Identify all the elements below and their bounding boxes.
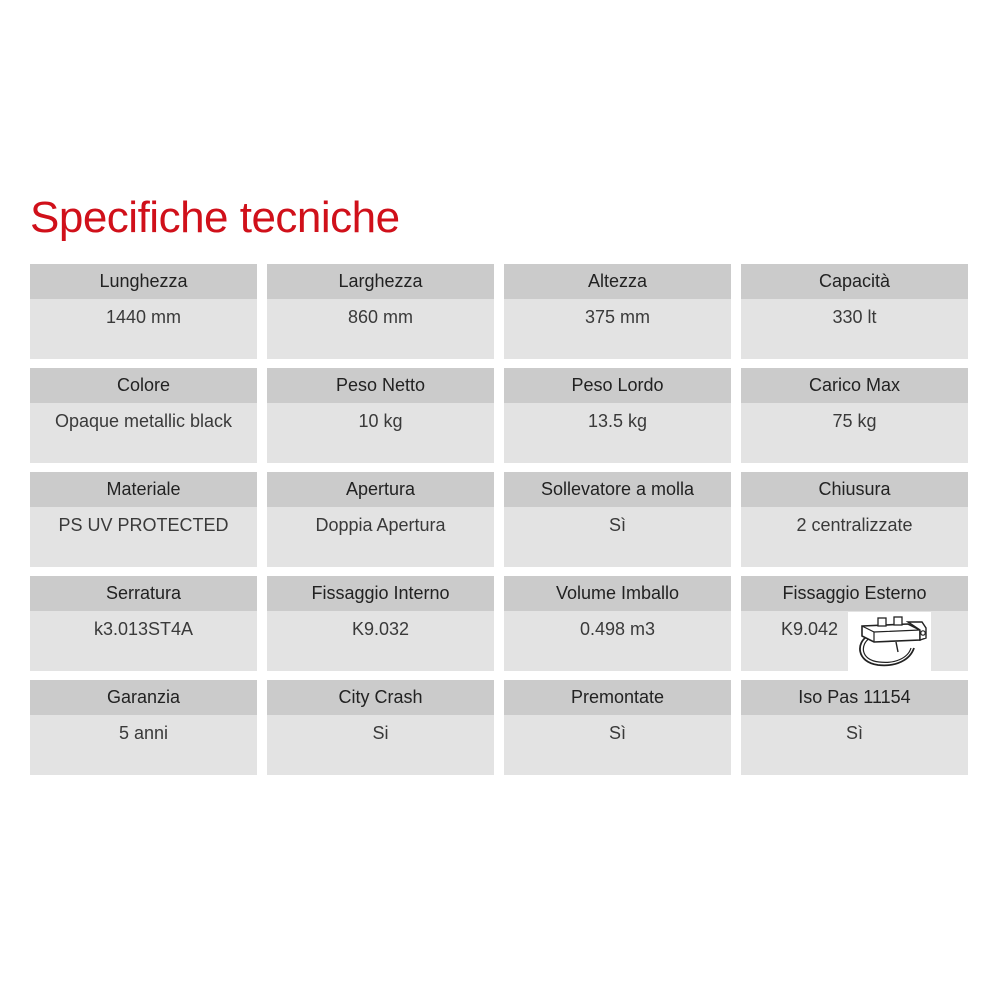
spec-label: Chiusura bbox=[741, 472, 968, 507]
spec-cell-carico-max bbox=[741, 368, 968, 463]
spec-cell-altezza bbox=[504, 264, 731, 359]
spec-value: Sì bbox=[845, 723, 863, 743]
spec-cell-garanzia bbox=[30, 680, 257, 775]
spec-cell-sollevatore bbox=[504, 472, 731, 567]
spec-label: Premontate bbox=[504, 680, 731, 715]
spec-label: Larghezza bbox=[267, 264, 494, 299]
page-title: Specifiche tecniche bbox=[30, 193, 400, 242]
spec-cell-peso-lordo bbox=[504, 368, 731, 463]
spec-cell-city-crash bbox=[267, 680, 494, 775]
spec-cell-apertura bbox=[267, 472, 494, 567]
spec-label: Peso Netto bbox=[267, 368, 494, 403]
spec-cell-materiale bbox=[30, 472, 257, 567]
spec-value: Doppia Apertura bbox=[315, 515, 446, 535]
spec-label: Materiale bbox=[30, 472, 257, 507]
spec-value: 330 lt bbox=[832, 307, 877, 327]
spec-label: Carico Max bbox=[741, 368, 968, 403]
spec-value: PS UV PROTECTED bbox=[58, 515, 229, 535]
spec-label: Volume Imballo bbox=[504, 576, 731, 611]
spec-cell-capacita bbox=[741, 264, 968, 359]
spec-label: Garanzia bbox=[30, 680, 257, 715]
spec-value: 2 centralizzate bbox=[796, 515, 913, 535]
spec-cell-serratura bbox=[30, 576, 257, 671]
spec-label: Colore bbox=[30, 368, 257, 403]
mounting-clamp-icon bbox=[848, 612, 931, 672]
spec-cell-lunghezza bbox=[30, 264, 257, 359]
spec-label: Fissaggio Interno bbox=[267, 576, 494, 611]
spec-label: City Crash bbox=[267, 680, 494, 715]
spec-value: K9.042 bbox=[781, 619, 839, 639]
spec-value: 10 kg bbox=[358, 411, 403, 431]
spec-value: Si bbox=[372, 723, 389, 743]
spec-value: 0.498 m3 bbox=[579, 619, 656, 639]
spec-value: k3.013ST4A bbox=[93, 619, 194, 639]
spec-value: 1440 mm bbox=[105, 307, 182, 327]
spec-value: 5 anni bbox=[118, 723, 169, 743]
spec-cell-larghezza bbox=[267, 264, 494, 359]
spec-label: Sollevatore a molla bbox=[504, 472, 731, 507]
spec-label: Capacità bbox=[741, 264, 968, 299]
spec-label: Iso Pas 11154 bbox=[741, 680, 968, 715]
spec-label: Peso Lordo bbox=[504, 368, 731, 403]
spec-label: Lunghezza bbox=[30, 264, 257, 299]
spec-value: K9.032 bbox=[351, 619, 410, 639]
spec-label: Fissaggio Esterno bbox=[741, 576, 968, 611]
spec-value: Sì bbox=[608, 723, 626, 743]
spec-value: 13.5 kg bbox=[587, 411, 648, 431]
spec-cell-iso-pas bbox=[741, 680, 968, 775]
spec-label: Altezza bbox=[504, 264, 731, 299]
spec-label: Apertura bbox=[267, 472, 494, 507]
spec-cell-fissaggio-esterno bbox=[741, 576, 968, 671]
spec-value: 375 mm bbox=[584, 307, 651, 327]
spec-cell-fissaggio-interno bbox=[267, 576, 494, 671]
spec-cell-premontate bbox=[504, 680, 731, 775]
spec-value: Opaque metallic black bbox=[54, 411, 233, 431]
spec-value: 75 kg bbox=[832, 411, 877, 431]
spec-value: Sì bbox=[608, 515, 626, 535]
specs-table bbox=[30, 264, 970, 775]
spec-cell-peso-netto bbox=[267, 368, 494, 463]
spec-cell-colore bbox=[30, 368, 257, 463]
spec-value: 860 mm bbox=[347, 307, 414, 327]
spec-label: Serratura bbox=[30, 576, 257, 611]
spec-cell-chiusura bbox=[741, 472, 968, 567]
spec-cell-volume-imballo bbox=[504, 576, 731, 671]
